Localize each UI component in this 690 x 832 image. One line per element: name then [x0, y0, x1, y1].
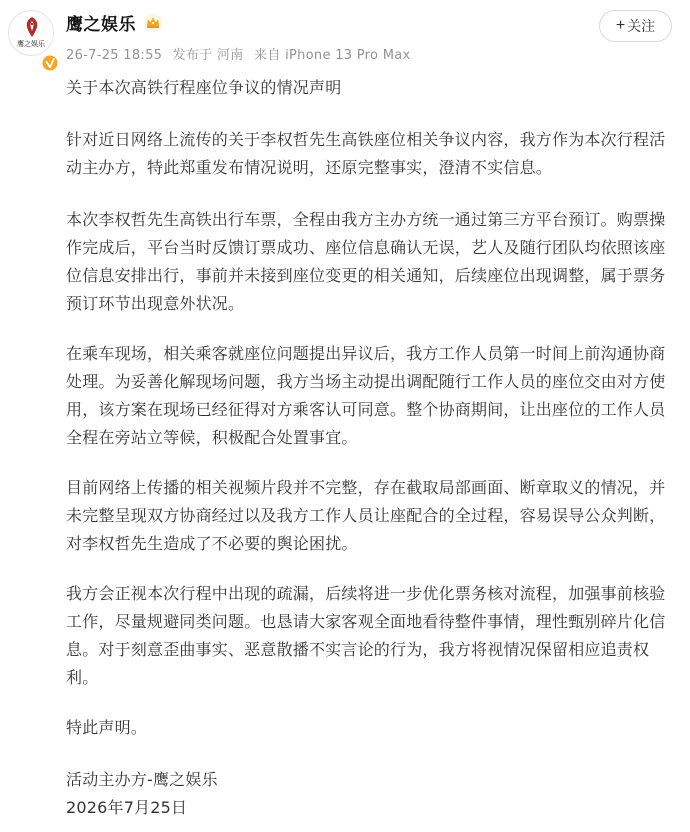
post-header [0, 0, 690, 70]
statement-paragraph-5: 我方会正视本次行程中出现的疏漏，后续将进一步优化票务核对流程，加强事前核验工作，尽量规避同类问题。也恳请大家客观全面地看待整件事情，理性甄别碎片化信息。对于刻意歪曲事实、恶意散播不实言论的行为，我方将视情况保留相应追责权利。 [66, 584, 666, 687]
avatar-container[interactable] [8, 10, 54, 56]
crown-icon[interactable] [142, 12, 164, 32]
verified-badge-icon [41, 54, 59, 72]
avatar-text: 鹰之娱乐 [17, 40, 45, 48]
statement-paragraph-2: 本次李权哲先生高铁出行车票，全程由我方主办方统一通过第三方平台预订。购票操作完成后，平台当时反馈订票成功、座位信息确认无误，艺人及随行团队均依照该座位信息安排出行，事前并未接到座位变更的相关通知，后续座位出现调整，属于票务预订环节出现意外状况。 [66, 210, 666, 313]
statement-title: 关于本次高铁行程座位争议的情况声明 [66, 78, 342, 97]
plus-icon: + [615, 17, 626, 34]
username-row [66, 8, 164, 36]
follow-button[interactable] [599, 10, 672, 42]
statement-paragraph-4: 目前网络上传播的相关视频片段并不完整，存在截取局部画面、断章取义的情况，并未完整呈现双方协商经过以及我方工作人员让座配合的全过程，容易误导公众判断，对李权哲先生造成了不必要的舆论困扰。 [66, 478, 666, 553]
statement-date: 2026年7月25日 [66, 798, 188, 817]
follow-label: 关注 [627, 18, 656, 34]
post-location: 发布于 河南 [172, 48, 244, 63]
username[interactable]: 鹰之娱乐 [66, 14, 136, 35]
statement-paragraph-3: 在乘车现场，相关乘客就座位问题提出异议后，我方工作人员第一时间上前沟通协商处理。为妥善化解现场问题，我方当场主动提出调配随行工作人员的座位交由对方使用，该方案在现场已经征得对方乘客认可同意。整个协商期间，让出座位的工作人员全程在旁站立等候，积极配合处置事宜。 [66, 344, 666, 447]
statement-paragraph-1: 针对近日网络上流传的关于李权哲先生高铁座位相关争议内容，我方作为本次行程活动主办方，特此郑重发布情况说明，还原完整事实，澄清不实信息。 [66, 130, 666, 177]
signature: 活动主办方-鹰之娱乐 [66, 770, 218, 789]
post-meta [66, 44, 411, 63]
eagle-logo-icon [23, 16, 41, 38]
statement-closing: 特此声明。 [66, 718, 148, 737]
avatar[interactable] [8, 10, 54, 56]
post-time[interactable]: 26-7-25 18:55 [66, 48, 163, 63]
post-device: 来自 iPhone 13 Pro Max [254, 48, 411, 63]
